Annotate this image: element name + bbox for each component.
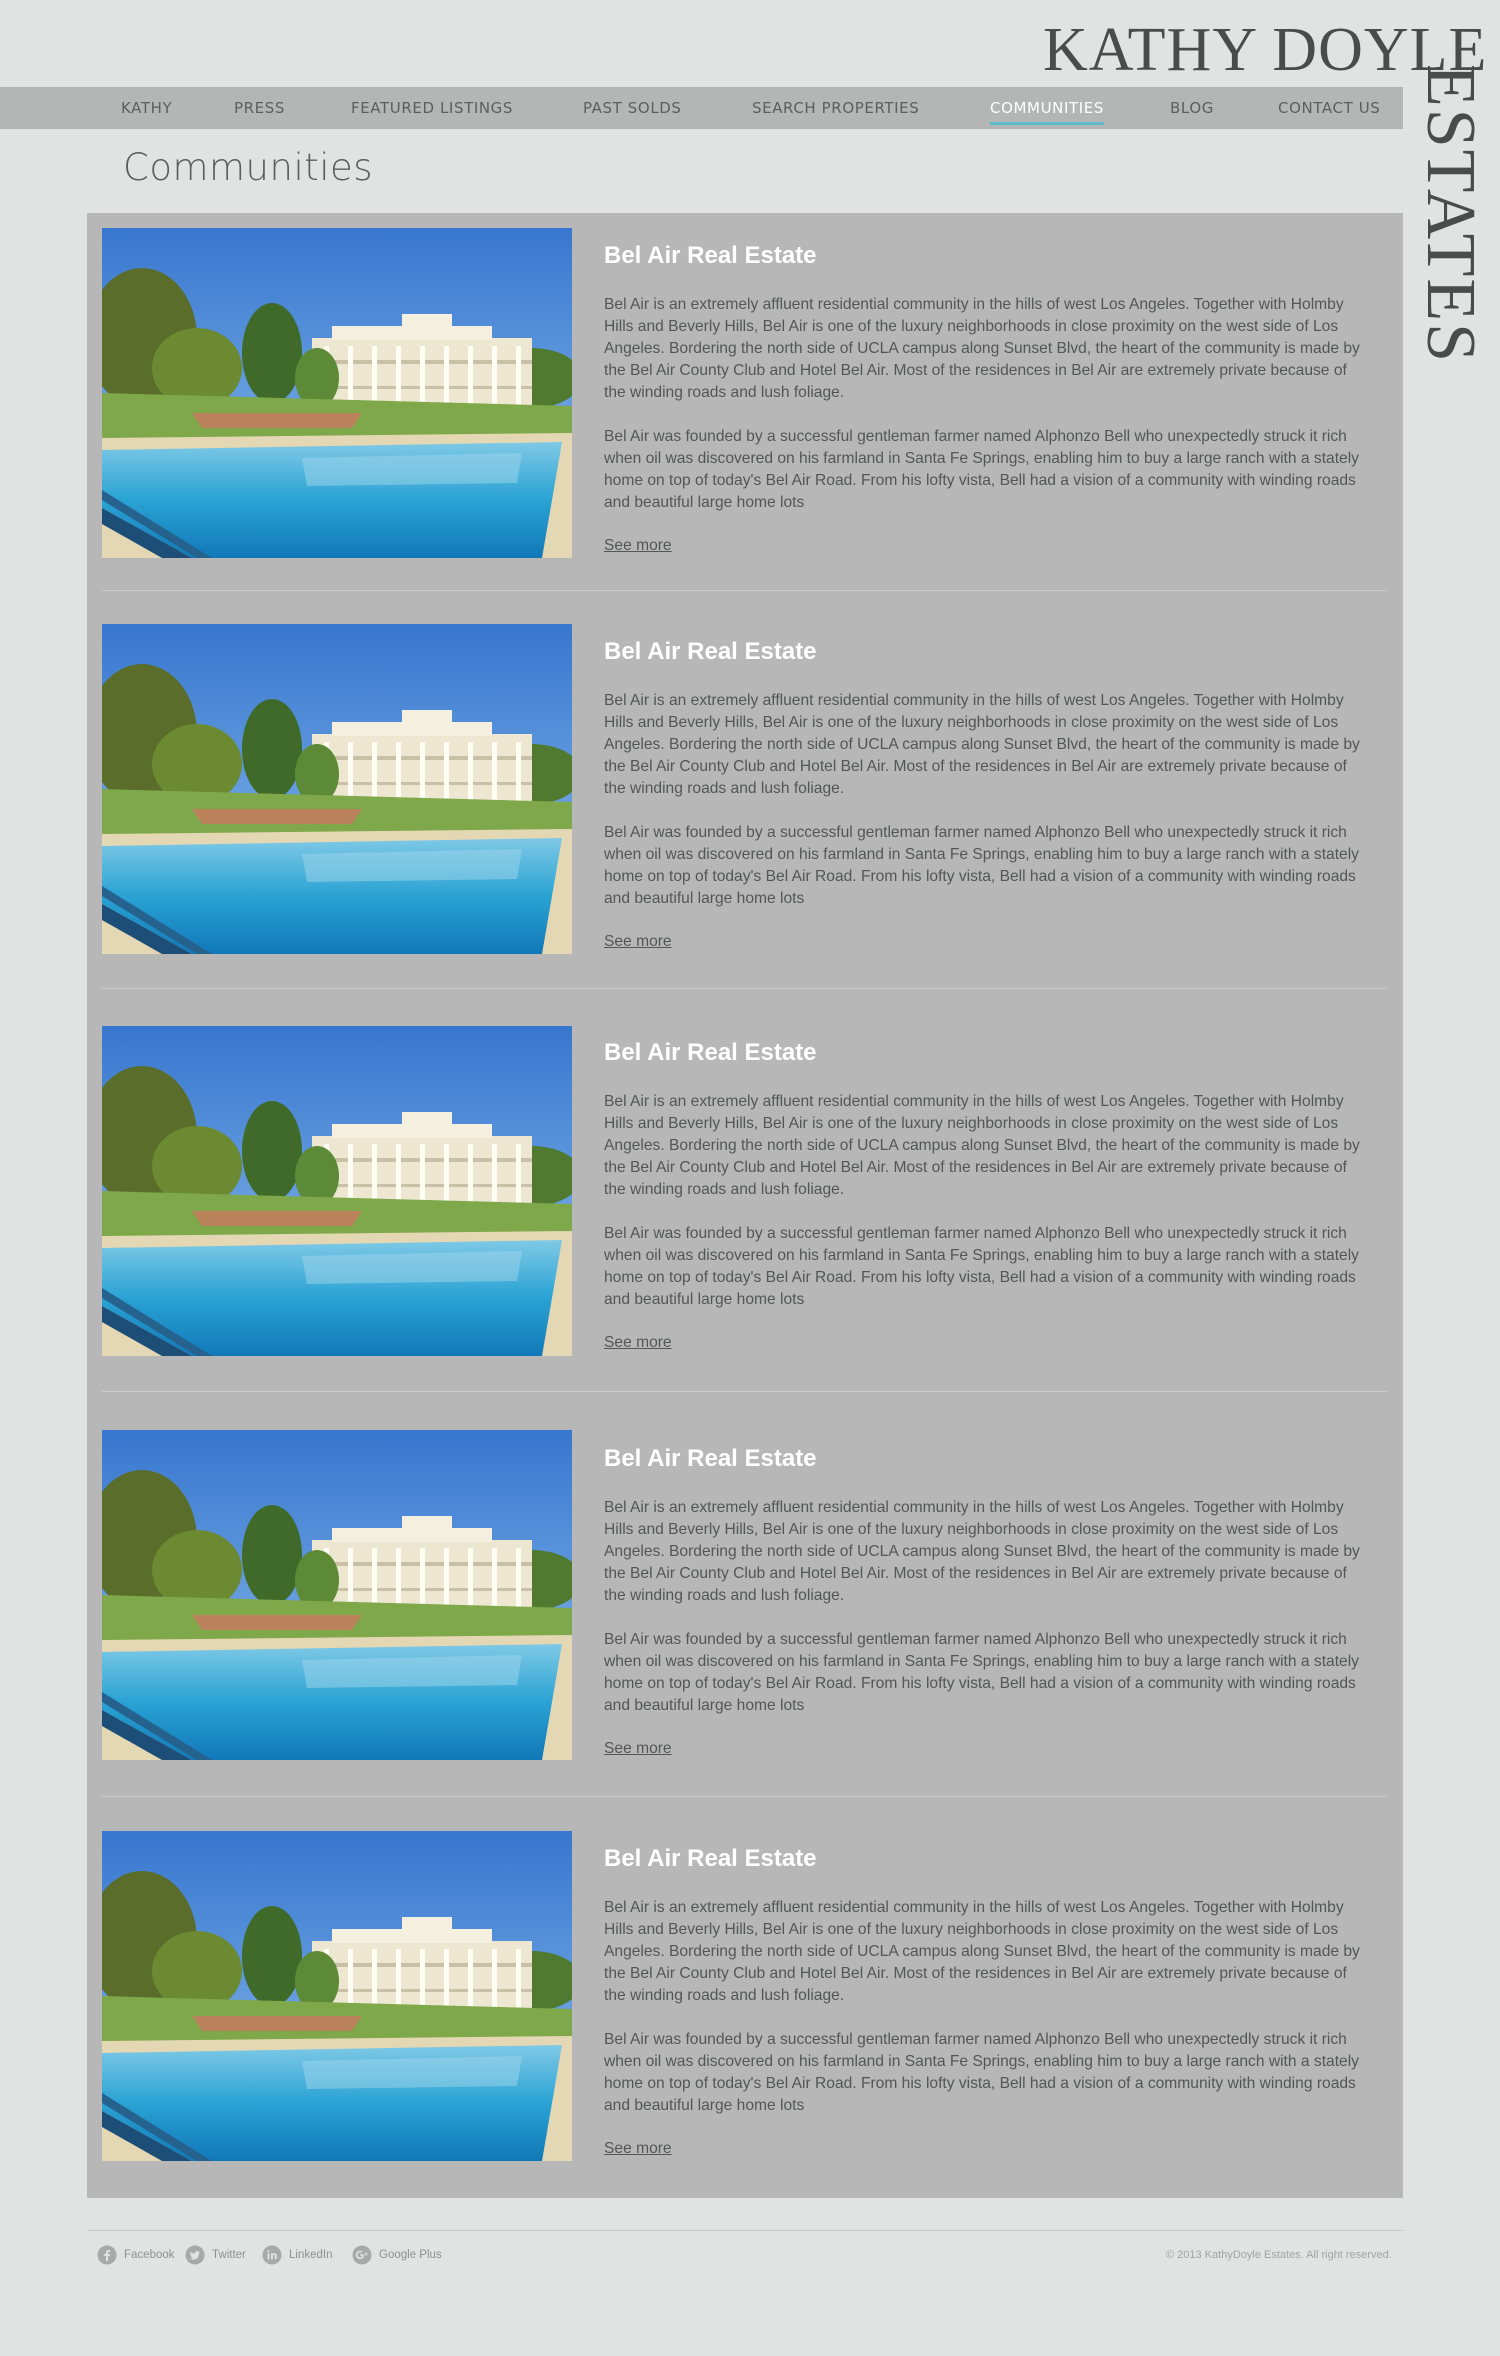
- community-title[interactable]: Bel Air Real Estate: [604, 638, 817, 665]
- community-image[interactable]: [102, 1430, 572, 1760]
- linkedin-icon: [262, 2245, 282, 2265]
- main-nav: [0, 87, 1403, 129]
- community-image[interactable]: [102, 228, 572, 558]
- see-more-link[interactable]: See more: [604, 1334, 672, 1351]
- community-paragraph: Bel Air was founded by a successful gentleman farmer named Alphonzo Bell who unexpectedly struck it rich when oil was discovered on his farmland in Santa Fe Springs, enabling him to buy a large ranch with a stately home on top of today's Bel Air Road. From his lofty vista, Bell had a vision of a community with winding roads and beautiful large home lots: [604, 428, 1359, 511]
- entry-divider: [102, 1391, 1387, 1392]
- community-paragraph: Bel Air was founded by a successful gentleman farmer named Alphonzo Bell who unexpectedly struck it rich when oil was discovered on his farmland in Santa Fe Springs, enabling him to buy a large ranch with a stately home on top of today's Bel Air Road. From his lofty vista, Bell had a vision of a community with winding roads and beautiful large home lots: [604, 1631, 1359, 1714]
- nav-item-featured-listings[interactable]: FEATURED LISTINGS: [351, 99, 514, 117]
- house-pool-photo: [102, 1430, 572, 1760]
- nav-active-indicator: [990, 122, 1104, 125]
- entry-divider: [102, 988, 1387, 989]
- community-paragraph: Bel Air is an extremely affluent residential community in the hills of west Los Angeles. Together with Holmby Hills and Beverly Hills, Bel Air is one of the luxury neighborhoods in close proximity on the west side of Los Angeles. Bordering the north side of UCLA campus along Sunset Blvd, the heart of the community is made by the Bel Air County Club and Hotel Bel Air. Most of the residences in Bel Air are extremely private because of the winding roads and lush foliage.: [604, 296, 1360, 401]
- entry-divider: [102, 1796, 1387, 1797]
- facebook-icon: [97, 2245, 117, 2265]
- community-paragraph: Bel Air is an extremely affluent residential community in the hills of west Los Angeles. Together with Holmby Hills and Beverly Hills, Bel Air is one of the luxury neighborhoods in close proximity on the west side of Los Angeles. Bordering the north side of UCLA campus along Sunset Blvd, the heart of the community is made by the Bel Air County Club and Hotel Bel Air. Most of the residences in Bel Air are extremely private because of the winding roads and lush foliage.: [604, 1093, 1360, 1198]
- nav-item-past-solds[interactable]: PAST SOLDS: [583, 99, 682, 117]
- logo-side-text: ESTATES: [1412, 63, 1489, 365]
- communities-panel: [87, 213, 1403, 2198]
- house-pool-photo: [102, 228, 572, 558]
- logo-wordmark[interactable]: KATHY DOYLE: [1043, 16, 1488, 84]
- community-paragraph: Bel Air is an extremely affluent residential community in the hills of west Los Angeles. Together with Holmby Hills and Beverly Hills, Bel Air is one of the luxury neighborhoods in close proximity on the west side of Los Angeles. Bordering the north side of UCLA campus along Sunset Blvd, the heart of the community is made by the Bel Air County Club and Hotel Bel Air. Most of the residences in Bel Air are extremely private because of the winding roads and lush foliage.: [604, 692, 1360, 797]
- twitter-icon: [185, 2245, 205, 2265]
- nav-item-press[interactable]: PRESS: [234, 99, 285, 117]
- facebook-link[interactable]: [97, 2244, 175, 2266]
- see-more-link[interactable]: See more: [604, 537, 672, 554]
- see-more-link[interactable]: See more: [604, 2140, 672, 2157]
- twitter-link[interactable]: [185, 2244, 246, 2266]
- page-title: Communities: [123, 146, 374, 189]
- community-title[interactable]: Bel Air Real Estate: [604, 1445, 817, 1472]
- community-paragraph: Bel Air was founded by a successful gentleman farmer named Alphonzo Bell who unexpectedly struck it rich when oil was discovered on his farmland in Santa Fe Springs, enabling him to buy a large ranch with a stately home on top of today's Bel Air Road. From his lofty vista, Bell had a vision of a community with winding roads and beautiful large home lots: [604, 2031, 1359, 2114]
- community-title[interactable]: Bel Air Real Estate: [604, 1039, 817, 1066]
- google-plus-icon: [352, 2245, 372, 2265]
- see-more-link[interactable]: See more: [604, 933, 672, 950]
- linkedin-link[interactable]: [262, 2244, 332, 2266]
- twitter-label: Twitter: [212, 2249, 246, 2261]
- community-paragraph: Bel Air was founded by a successful gentleman farmer named Alphonzo Bell who unexpectedly struck it rich when oil was discovered on his farmland in Santa Fe Springs, enabling him to buy a large ranch with a stately home on top of today's Bel Air Road. From his lofty vista, Bell had a vision of a community with winding roads and beautiful large home lots: [604, 1225, 1359, 1308]
- community-title[interactable]: Bel Air Real Estate: [604, 242, 817, 269]
- copyright-text: © 2013 KathyDoyle Estates. All right reserved.: [1166, 2249, 1392, 2261]
- footer-divider: [87, 2230, 1403, 2231]
- house-pool-photo: [102, 1831, 572, 2161]
- nav-item-contact-us[interactable]: CONTACT US: [1278, 99, 1381, 117]
- nav-item-search-properties[interactable]: SEARCH PROPERTIES: [752, 99, 920, 117]
- house-pool-photo: [102, 624, 572, 954]
- linkedin-label: LinkedIn: [289, 2249, 333, 2261]
- logo-side-wordmark: [1412, 63, 1489, 365]
- nav-item-blog[interactable]: BLOG: [1170, 99, 1214, 117]
- community-paragraph: Bel Air was founded by a successful gentleman farmer named Alphonzo Bell who unexpectedly struck it rich when oil was discovered on his farmland in Santa Fe Springs, enabling him to buy a large ranch with a stately home on top of today's Bel Air Road. From his lofty vista, Bell had a vision of a community with winding roads and beautiful large home lots: [604, 824, 1359, 907]
- google-plus-link[interactable]: [352, 2244, 442, 2266]
- community-image[interactable]: [102, 1026, 572, 1356]
- see-more-link[interactable]: See more: [604, 1740, 672, 1757]
- community-image[interactable]: [102, 1831, 572, 2161]
- google-plus-label: Google Plus: [379, 2249, 442, 2261]
- community-title[interactable]: Bel Air Real Estate: [604, 1845, 817, 1872]
- community-paragraph: Bel Air is an extremely affluent residential community in the hills of west Los Angeles. Together with Holmby Hills and Beverly Hills, Bel Air is one of the luxury neighborhoods in close proximity on the west side of Los Angeles. Bordering the north side of UCLA campus along Sunset Blvd, the heart of the community is made by the Bel Air County Club and Hotel Bel Air. Most of the residences in Bel Air are extremely private because of the winding roads and lush foliage.: [604, 1499, 1360, 1604]
- house-pool-photo: [102, 1026, 572, 1356]
- nav-item-kathy[interactable]: KATHY: [121, 99, 173, 117]
- entry-divider: [102, 590, 1387, 591]
- community-paragraph: Bel Air is an extremely affluent residential community in the hills of west Los Angeles. Together with Holmby Hills and Beverly Hills, Bel Air is one of the luxury neighborhoods in close proximity on the west side of Los Angeles. Bordering the north side of UCLA campus along Sunset Blvd, the heart of the community is made by the Bel Air County Club and Hotel Bel Air. Most of the residences in Bel Air are extremely private because of the winding roads and lush foliage.: [604, 1899, 1360, 2004]
- facebook-label: Facebook: [124, 2249, 175, 2261]
- nav-item-communities[interactable]: COMMUNITIES: [990, 99, 1104, 117]
- community-image[interactable]: [102, 624, 572, 954]
